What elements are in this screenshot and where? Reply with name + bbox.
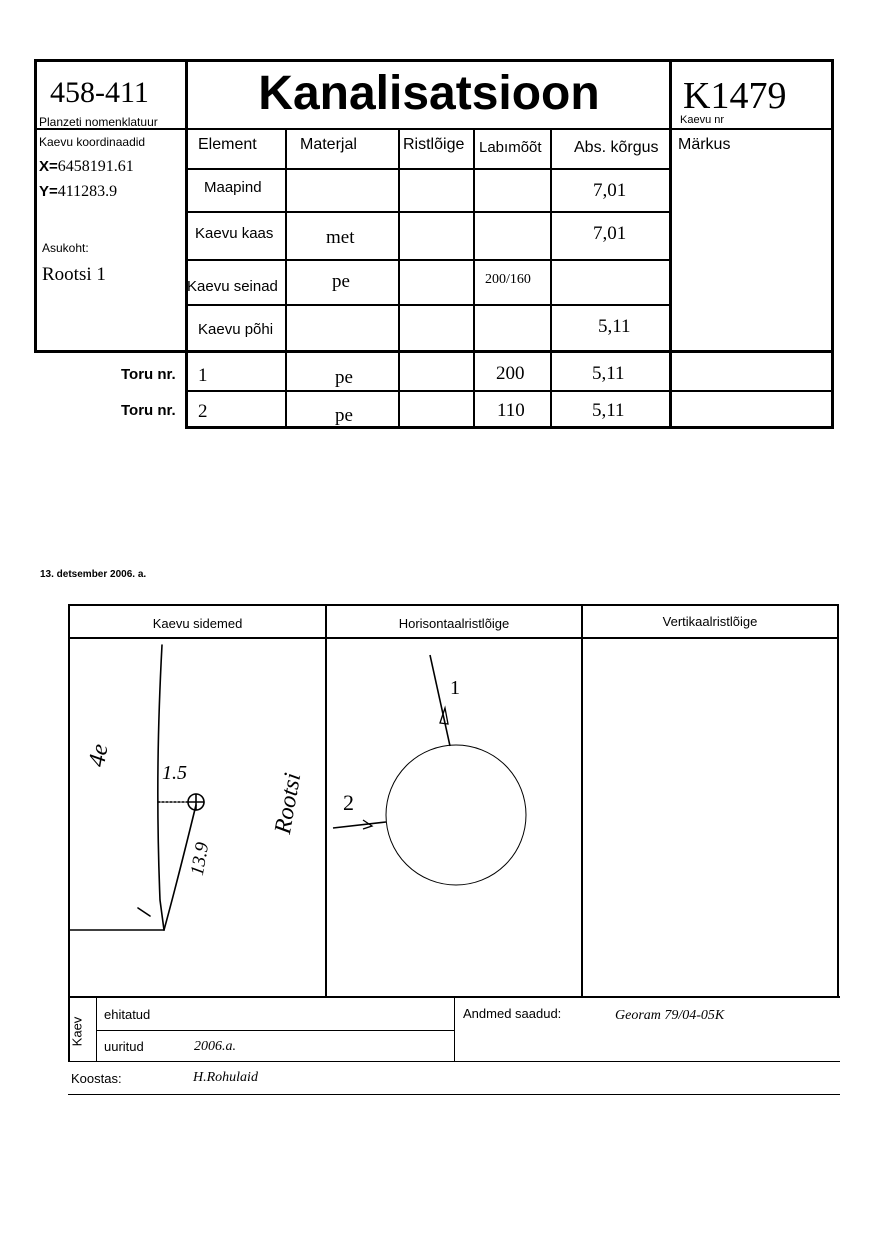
- pipe-1-height: 5,11: [592, 363, 625, 384]
- col-header-abs-height: Abs. kõrgus: [574, 139, 659, 156]
- coord-y-label: Y=: [39, 183, 58, 200]
- col-header-diameter: Labımõõt: [479, 139, 542, 156]
- coord-y-value: 411283.9: [57, 183, 118, 200]
- row-height-cover: 7,01: [593, 223, 627, 244]
- row-element-walls: Kaevu seinad: [187, 278, 278, 295]
- pipe-1-label: Toru nr.: [121, 366, 176, 383]
- surveyed-value: 2006.a.: [194, 1039, 236, 1054]
- nomenclature-label: Planzeti nomenklatuur: [39, 115, 158, 129]
- sketch-corner-label: 4e: [84, 741, 114, 769]
- pipe-1-sketch-label: 1: [450, 677, 460, 699]
- row-element-ground: Maapind: [204, 179, 262, 196]
- coord-y: [39, 183, 117, 201]
- col-header-material: Materjal: [300, 136, 357, 153]
- pipe-1-no: 1: [198, 365, 208, 386]
- row-diameter-walls: 200/160: [485, 272, 531, 287]
- pipe-2-height: 5,11: [592, 400, 625, 421]
- col-header-notes: Märkus: [678, 136, 731, 153]
- col-header-element: Element: [198, 136, 257, 153]
- pipe-2-diameter: 110: [497, 400, 525, 421]
- page-title: Kanalisatsioon: [258, 67, 600, 120]
- well-no-label: Kaevu nr: [680, 114, 725, 126]
- document-date: 13. detsember 2006. a.: [40, 569, 147, 580]
- row-element-cover: Kaevu kaas: [195, 225, 274, 242]
- surveyed-label: uuritud: [104, 1039, 144, 1054]
- coord-x-value: 6458191.61: [57, 158, 134, 175]
- nomenclature-value: 458-411: [50, 76, 149, 109]
- sketch-street-label: Rootsi: [270, 770, 307, 836]
- row-height-bottom: 5,11: [598, 316, 631, 337]
- well-no-value: K1479: [683, 75, 787, 117]
- author-label: Koostas:: [71, 1071, 122, 1086]
- data-source-label: Andmed saadud:: [463, 1006, 562, 1021]
- row-height-ground: 7,01: [593, 180, 627, 201]
- coord-x-label: X=: [39, 158, 58, 175]
- row-material-walls: pe: [332, 271, 350, 292]
- location-value: Rootsi 1: [42, 264, 106, 285]
- pipe-2-no: 2: [198, 401, 208, 422]
- sketch-dist2-label: 13.9: [186, 840, 214, 878]
- pipe-2-material: pe: [335, 405, 353, 426]
- side-label: Kaev: [69, 1016, 85, 1047]
- col-header-section: Ristlõige: [403, 136, 465, 153]
- location-label: Asukoht:: [42, 241, 89, 255]
- row-element-bottom: Kaevu põhi: [198, 321, 274, 338]
- sketch-dist1-label: 1.5: [162, 762, 187, 784]
- pipe-2-label: Toru nr.: [121, 402, 176, 419]
- author-value: H.Rohulaid: [193, 1070, 258, 1085]
- built-label: ehitatud: [104, 1007, 151, 1022]
- coords-label: Kaevu koordinaadid: [39, 135, 146, 149]
- header-connections: Kaevu sidemed: [152, 616, 243, 631]
- pipe-1-material: pe: [335, 367, 353, 388]
- pipe-2-sketch-label: 2: [343, 790, 354, 815]
- pipe-1-diameter: 200: [496, 363, 525, 384]
- row-material-cover: met: [326, 227, 355, 248]
- coord-x: [39, 158, 134, 176]
- header-horizontal-section: Horisontaalristlõige: [398, 616, 510, 631]
- data-source-value: Georam 79/04-05K: [615, 1008, 725, 1023]
- header-vertical-section: Vertikaalristlõige: [662, 614, 758, 629]
